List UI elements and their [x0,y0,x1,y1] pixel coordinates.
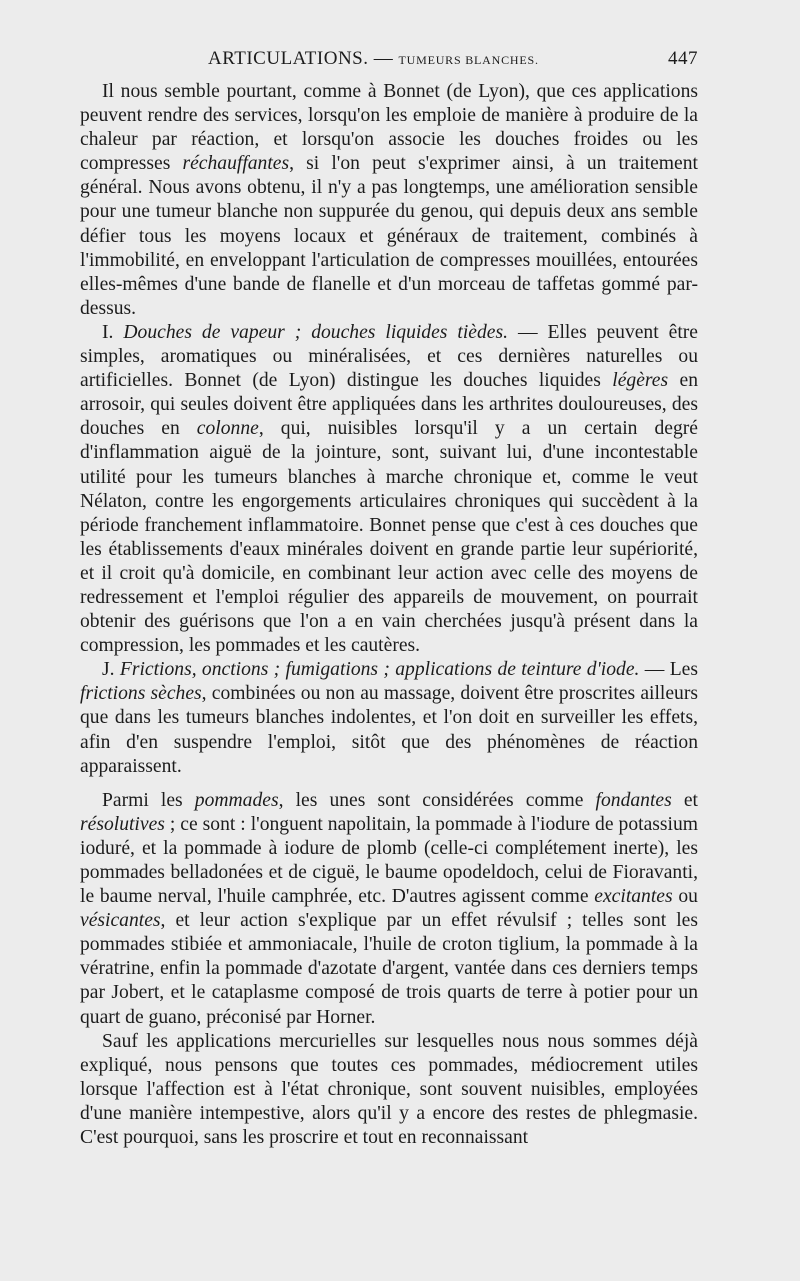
italic-run: Douches de vapeur ; douches liquides tièdes. [123,321,508,343]
italic-run: Frictions, onctions ; fumigations ; applications de teinture d'iode. [119,659,640,681]
header-title-main: ARTICULATIONS. [208,48,369,69]
text-run: , et leur action s'explique par un effet révulsif ; telles sont les pommades stibiée et ammoniacale, l'huile de croton tiglium, la pommade à la vératrine, enfin la pommade d'azotate d'argent, vantée dans ces derniers temps par Jobert, et le cataplasme composé de trois quarts de terre à potier pour un quart de guano, préconisé par Horner. [80,910,698,1028]
paragraph [80,321,698,658]
italic-run: vésicantes [80,910,161,932]
italic-run: réchauffantes [182,153,290,175]
italic-run: légères [612,370,669,392]
paragraph [80,1030,698,1150]
text-run: — Les [639,659,698,681]
text-run: , qui, nuisibles lorsqu'il y a un certain degré d'inflammation aiguë de la jointure, sont, suivant lui, d'une incontestable utilité pour les tumeurs blanches à marche chronique et, comme le veut Nélaton, contre les engorgements articulaires chroniques qui succèdent à la période franchement inflammatoire. Bonnet pense que c'est à ces douches que les établissements d'eaux minérales doivent en grande partie leur supériorité, et il croit qu'à domicile, en combinant leur action avec celle des moyens de redressement et l'emploi régulier des appareils de mouvement, on pourrait obtenir des guérisons que l'on a en vain cherchées jusqu'à présent dans la compression, les pommades et les cautères. [80,418,698,657]
italic-run: pommades [194,789,279,811]
text-run: ; ce sont : l'onguent napolitain, la pommade à l'iodure de potassium ioduré, et la pommade à iodure de plomb (celle-ci complétement inerte), les pommades belladonées et de ciguë, le baume opodeldoch, celui de Fioravanti, le baume nerval, l'huile camphrée, etc. D'autres agissent comme [80,813,698,908]
text-run: J. [102,659,120,681]
paragraph [80,658,698,778]
text-run: et [671,789,698,811]
italic-run: résolutives [80,813,165,835]
italic-run: frictions sèches [80,683,202,705]
text-run: , les unes sont considérées comme [278,789,596,811]
italic-run: excitantes [594,886,673,908]
text-run: I. [102,321,124,343]
text-run: Il nous semble pourtant, comme à Bonnet (de Lyon), que ces applications peuvent rendre des services, lorsqu'on les emploie de manière à produire de la chaleur par réaction, et lorsqu'on associe les douches froides ou les compresses [80,81,698,175]
header-title [208,48,539,70]
text-run: , combinées ou non au massage, doivent être proscrites ailleurs que dans les tumeurs blanches indolentes, et l'on doit en surveiller les effets, afin d'en suspendre l'emploi, sitôt que des phénomènes de réaction apparaissent. [80,683,698,777]
running-header [80,44,698,74]
header-dash: — [373,48,394,69]
text-run: Parmi les [102,789,195,811]
text-run: ou [672,886,698,908]
page-number: 447 [668,48,698,69]
page-body [80,80,698,1150]
text-run: — Elles peuvent être simples, aromatiques ou minéralisées, et ces dernières naturelles ou artificielles. Bonnet (de Lyon) distingue les douches liquides [80,321,698,392]
header-title-sub: TUMEURS BLANCHES. [398,53,539,67]
text-run: , si l'on peut s'exprimer ainsi, à un traitement général. Nous avons obtenu, il n'y a pas longtemps, une amélioration sensible pour une tumeur blanche non suppurée du genou, qui depuis deux ans semble défier tous les moyens locaux et généraux de traitement, combinés à l'immobilité, en enveloppant l'articulation de compresses mouillées, entourées elles-mêmes d'une bande de flanelle et d'un morceau de taffetas gommé par-dessus. [80,153,698,319]
paragraph [80,789,698,1030]
italic-run: fondantes [595,789,672,811]
italic-run: colonne [196,418,259,440]
paragraph [80,80,698,321]
text-run: en arrosoir, qui seules doivent être appliquées dans les arthrites douloureuses, des douches en [80,370,698,440]
text-run: Sauf les applications mercurielles sur lesquelles nous nous sommes déjà expliqué, nous pensons que toutes ces pommades, médiocrement utiles lorsque l'affection est à l'état chronique, sont souvent nuisibles, employées d'une manière intempestive, alors qu'il y a encore des restes de phlegmasie. C'est pourquoi, sans les proscrire et tout en reconnaissant [80,1030,698,1149]
